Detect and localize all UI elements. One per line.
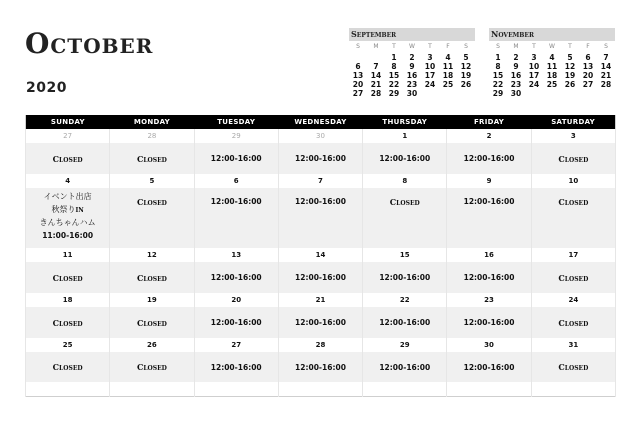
day-number: 25 (26, 338, 110, 352)
mini-day: 2 (513, 53, 519, 62)
hours-cell: 12:00-16:00 (447, 188, 531, 248)
mini-day: 26 (564, 80, 576, 89)
hours-cell: 12:00-16:00 (278, 143, 362, 174)
mini-weekday: F (586, 43, 590, 50)
day-number: 13 (194, 248, 278, 262)
hours-cell: 12:00-16:00 (447, 307, 531, 338)
mini-day: 7 (373, 62, 379, 71)
weekday-header: WEDNESDAY (278, 115, 362, 129)
mini-weekday: T (428, 43, 432, 50)
day-number: 28 (110, 129, 194, 143)
day-number: 6 (194, 174, 278, 188)
mini-weekday: S (496, 43, 500, 50)
mini-day: 16 (510, 71, 522, 80)
mini-day: 5 (567, 53, 573, 62)
hours-cell: 12:00-16:00 (447, 352, 531, 382)
weekday-header: FRIDAY (447, 115, 531, 129)
day-number: 8 (363, 174, 447, 188)
mini-day: 15 (492, 71, 504, 80)
mini-day: 20 (582, 71, 594, 80)
hours-row (26, 143, 616, 174)
mini-day: 30 (406, 89, 418, 98)
hours-cell: Closed (26, 307, 110, 338)
hours-cell: 12:00-16:00 (363, 352, 447, 382)
hours-cell: 12:00-16:00 (363, 143, 447, 174)
day-number: 17 (531, 248, 615, 262)
mini-day: 24 (424, 80, 436, 89)
hours-cell: 12:00-16:00 (363, 262, 447, 293)
hours-cell: 12:00-16:00 (278, 188, 362, 248)
event-text: in (75, 204, 84, 214)
empty-cell (447, 382, 531, 397)
mini-day: 23 (406, 80, 418, 89)
mini-day: 28 (370, 89, 382, 98)
weekday-header-row (26, 115, 616, 129)
mini-calendar-days (489, 53, 615, 98)
day-number: 27 (194, 338, 278, 352)
empty-cell (110, 382, 194, 397)
hours-cell: Closed (531, 143, 615, 174)
day-number: 27 (26, 129, 110, 143)
mini-day: 30 (510, 89, 522, 98)
hours-cell: Closed (531, 352, 615, 382)
mini-day: 17 (424, 71, 436, 80)
day-number: 28 (278, 338, 362, 352)
hours-cell: 12:00-16:00 (278, 352, 362, 382)
mini-day: 1 (391, 53, 397, 62)
day-number: 29 (363, 338, 447, 352)
mini-day (367, 53, 385, 62)
mini-day: 22 (492, 80, 504, 89)
mini-calendar-title: September (349, 28, 475, 41)
mini-weekday: T (568, 43, 572, 50)
mini-weekday: S (604, 43, 608, 50)
mini-calendar-november (489, 28, 615, 98)
date-row (26, 338, 616, 352)
mini-day: 28 (600, 80, 612, 89)
mini-day: 5 (463, 53, 469, 62)
weekday-header: SUNDAY (26, 115, 110, 129)
event-line: きんちゃんハム (39, 218, 96, 227)
day-number: 26 (110, 338, 194, 352)
mini-day: 19 (564, 71, 576, 80)
mini-day (457, 89, 475, 98)
day-number: 15 (363, 248, 447, 262)
hours-cell: Closed (531, 262, 615, 293)
mini-day: 4 (445, 53, 451, 62)
mini-calendar-september (349, 28, 475, 98)
mini-day: 9 (513, 62, 519, 71)
hours-cell: 12:00-16:00 (194, 352, 278, 382)
hours-cell: 12:00-16:00 (194, 262, 278, 293)
hours-cell: 12:00-16:00 (194, 188, 278, 248)
event-text: 秋祭り (51, 205, 76, 214)
mini-day: 11 (442, 62, 454, 71)
hours-cell: Closed (110, 262, 194, 293)
mini-day: 27 (582, 80, 594, 89)
mini-day: 13 (352, 71, 364, 80)
mini-weekday: S (464, 43, 468, 50)
mini-day: 21 (600, 71, 612, 80)
mini-day: 22 (388, 80, 400, 89)
mini-day (579, 89, 597, 98)
weekday-header: TUESDAY (194, 115, 278, 129)
hours-row (26, 262, 616, 293)
mini-day (597, 89, 615, 98)
day-number: 10 (531, 174, 615, 188)
empty-cell (363, 382, 447, 397)
day-number: 24 (531, 293, 615, 307)
hours-cell: Closed (26, 143, 110, 174)
mini-day: 17 (528, 71, 540, 80)
day-number: 31 (531, 338, 615, 352)
mini-day: 14 (600, 62, 612, 71)
hours-cell: 12:00-16:00 (278, 262, 362, 293)
empty-cell (194, 382, 278, 397)
mini-weekday: W (409, 43, 415, 50)
mini-weekday: T (392, 43, 396, 50)
mini-day (543, 89, 561, 98)
mini-day: 19 (460, 71, 472, 80)
empty-cell (26, 382, 110, 397)
month-title: October (25, 27, 154, 60)
event-line (26, 203, 109, 216)
hours-cell: 12:00-16:00 (363, 307, 447, 338)
hours-cell: Closed (531, 307, 615, 338)
hours-cell: 12:00-16:00 (447, 143, 531, 174)
mini-day: 8 (495, 62, 501, 71)
date-row (26, 248, 616, 262)
hours-cell: Closed (110, 143, 194, 174)
mini-weekday: M (373, 43, 379, 50)
mini-day: 3 (531, 53, 537, 62)
mini-calendar-title: November (489, 28, 615, 41)
mini-day (349, 53, 367, 62)
month-calendar-grid (25, 115, 616, 397)
mini-day: 12 (564, 62, 576, 71)
hours-row (26, 188, 616, 248)
mini-day (439, 89, 457, 98)
day-number: 23 (447, 293, 531, 307)
day-number: 18 (26, 293, 110, 307)
hours-cell: Closed (110, 307, 194, 338)
hours-cell: Closed (26, 262, 110, 293)
day-number: 22 (363, 293, 447, 307)
weekday-header: MONDAY (110, 115, 194, 129)
hours-cell: 12:00-16:00 (278, 307, 362, 338)
mini-day: 2 (409, 53, 415, 62)
mini-day: 27 (352, 89, 364, 98)
day-number: 20 (194, 293, 278, 307)
mini-weekday: M (513, 43, 519, 50)
day-number: 1 (363, 129, 447, 143)
day-number: 11 (26, 248, 110, 262)
event-time: 11:00-16:00 (42, 231, 94, 240)
hours-cell: Closed (110, 352, 194, 382)
mini-calendar-weekdays (489, 41, 615, 53)
empty-cell (278, 382, 362, 397)
day-number: 19 (110, 293, 194, 307)
weekday-header: THURSDAY (363, 115, 447, 129)
mini-day: 12 (460, 62, 472, 71)
mini-day: 21 (370, 80, 382, 89)
day-number: 2 (447, 129, 531, 143)
mini-day: 29 (388, 89, 400, 98)
mini-day: 25 (442, 80, 454, 89)
day-number: 3 (531, 129, 615, 143)
mini-day: 20 (352, 80, 364, 89)
mini-day: 15 (388, 71, 400, 80)
mini-day: 6 (355, 62, 361, 71)
day-number: 29 (194, 129, 278, 143)
mini-day: 3 (427, 53, 433, 62)
day-number: 30 (447, 338, 531, 352)
day-number: 30 (278, 129, 362, 143)
mini-weekday: T (532, 43, 536, 50)
hours-cell: Closed (110, 188, 194, 248)
day-number: 4 (26, 174, 110, 188)
day-number: 21 (278, 293, 362, 307)
hours-cell: 12:00-16:00 (447, 262, 531, 293)
day-number: 7 (278, 174, 362, 188)
mini-day: 24 (528, 80, 540, 89)
hours-cell: Closed (363, 188, 447, 248)
mini-day: 29 (492, 89, 504, 98)
date-row (26, 293, 616, 307)
day-number: 12 (110, 248, 194, 262)
day-number: 16 (447, 248, 531, 262)
mini-weekday: F (446, 43, 450, 50)
mini-day: 18 (546, 71, 558, 80)
mini-day: 8 (391, 62, 397, 71)
mini-weekday: W (549, 43, 555, 50)
empty-row (26, 382, 616, 397)
mini-day (421, 89, 439, 98)
mini-day: 7 (603, 53, 609, 62)
mini-day: 10 (528, 62, 540, 71)
weekday-header: SATURDAY (531, 115, 615, 129)
year-title: 2020 (26, 80, 67, 96)
mini-day: 1 (495, 53, 501, 62)
event-cell (26, 188, 110, 248)
mini-day: 18 (442, 71, 454, 80)
date-row (26, 129, 616, 143)
mini-day: 14 (370, 71, 382, 80)
mini-day: 16 (406, 71, 418, 80)
hours-cell: Closed (531, 188, 615, 248)
mini-weekday: S (356, 43, 360, 50)
mini-calendar-days (349, 53, 475, 98)
mini-day (525, 89, 543, 98)
event-note (26, 190, 109, 242)
mini-day: 6 (585, 53, 591, 62)
day-number: 14 (278, 248, 362, 262)
hours-cell: 12:00-16:00 (194, 307, 278, 338)
mini-day: 10 (424, 62, 436, 71)
mini-day (561, 89, 579, 98)
hours-row (26, 307, 616, 338)
hours-row (26, 352, 616, 382)
event-line: イベント出店 (43, 192, 92, 201)
mini-day: 26 (460, 80, 472, 89)
mini-calendar-weekdays (349, 41, 475, 53)
mini-day: 11 (546, 62, 558, 71)
date-row (26, 174, 616, 188)
day-number: 9 (447, 174, 531, 188)
mini-day: 25 (546, 80, 558, 89)
hours-cell: 12:00-16:00 (194, 143, 278, 174)
empty-cell (531, 382, 615, 397)
mini-day: 13 (582, 62, 594, 71)
day-number: 5 (110, 174, 194, 188)
mini-day: 9 (409, 62, 415, 71)
mini-day: 4 (549, 53, 555, 62)
mini-day: 23 (510, 80, 522, 89)
hours-cell: Closed (26, 352, 110, 382)
